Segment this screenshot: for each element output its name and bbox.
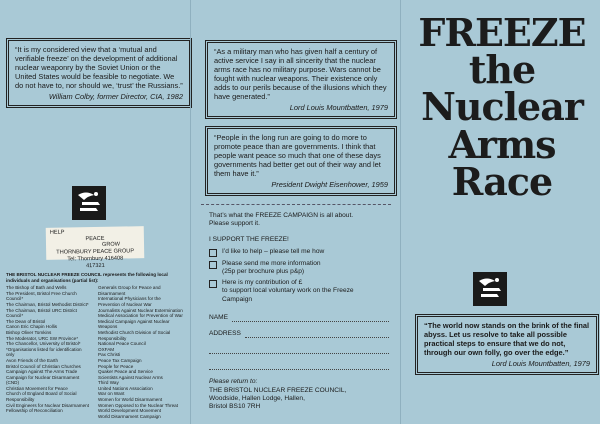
council-member: Bishop Oliver Tomkins (6, 329, 52, 335)
council-member: Scientists Against Nuclear Arms (98, 374, 163, 380)
council-member: *Organisations listed for identification (6, 346, 82, 352)
thornbury-sticker (46, 226, 145, 269)
sticker-line: Tel: Thornbury 416408 (67, 255, 124, 263)
return-label: Please return to: (209, 378, 258, 386)
council-member: (CND) (6, 380, 20, 386)
council-member: Civil Engineers for Nuclear Disarmament (6, 402, 89, 408)
title-line: Nuclear (421, 84, 583, 130)
title-line: Arms (448, 121, 556, 167)
council-member: Pax Christi (98, 352, 121, 358)
council-member: The President, Bristol Free Church (6, 290, 77, 296)
mountbatten-quote-box (205, 40, 397, 119)
main-title (409, 10, 595, 204)
quote-text: “The world now stands on the brink of the final abyss. Let us resolve to take all possible practical steps to ensure that we do not, through our own folly, go over the edge.” (424, 321, 590, 358)
left-panel (0, 0, 190, 424)
quote-text: “People in the long run are going to do more to promote peace than are governments. I think that people want peace so much that one of these days governments had better get out of their way and let them have it.” (214, 133, 381, 179)
council-member: Christian Movement for Peace (6, 385, 68, 391)
council-member: War on Want (98, 391, 125, 397)
council-member: Disarmament (98, 290, 126, 296)
name-input-line[interactable] (232, 314, 389, 322)
option-label: Please send me more information (222, 259, 321, 267)
council-member: World Development Movement (98, 408, 161, 414)
quote-attribution: Lord Louis Mountbatten, 1979 (491, 359, 590, 369)
council-member: The Bishop of Bath and Wells (6, 285, 67, 291)
option-label: Here is my contribution of £ (222, 279, 303, 287)
quote-text: “It is my considered view that a ‘mutual and verifiable freeze’ on the development of additional nuclear weaponry by the Soviet Union or the United States would be feasible to negotiate. We do not have to, nor should we, ‘trust’ the Russians.” (15, 45, 183, 91)
council-member: Weapons (98, 324, 118, 330)
council-member: Generals Group for Peace and (98, 285, 161, 291)
address-extra-line[interactable] (209, 346, 389, 354)
council-member: Methodist Church Division of Social (98, 329, 171, 335)
form-heading: I SUPPORT THE FREEZE! (209, 236, 289, 244)
council-member: Peace Tax Campaign (98, 357, 142, 363)
council-member: Medical Association for Prevention of War (98, 313, 183, 319)
address-extra-line[interactable] (209, 362, 389, 370)
title-line: the (468, 47, 536, 93)
name-field[interactable] (209, 314, 389, 322)
address-input-line[interactable] (209, 346, 389, 354)
help-checkbox[interactable] (209, 249, 217, 257)
council-member: People for Peace (98, 363, 134, 369)
option-label: (25p per brochure plus p&p) (222, 267, 305, 275)
sticker-line: PEACE (85, 235, 105, 242)
address-label: ADDRESS (209, 330, 241, 338)
council-member: The Dean of Bristol (6, 318, 46, 324)
council-member: Avon Friends of the Earth (6, 357, 59, 363)
sticker-line: THORNBURY PEACE GROUP (56, 248, 135, 256)
support-form (209, 212, 389, 411)
middle-panel (190, 0, 401, 424)
form-intro: That’s what the FREEZE CAMPAIGN is all about. (209, 212, 354, 219)
address-field[interactable] (209, 330, 389, 338)
council-member: Church of England Board of Social (6, 391, 77, 397)
option-contribution[interactable] (209, 279, 389, 304)
option-help[interactable] (209, 248, 389, 257)
council-member: Campaign for Nuclear Disarmament (6, 374, 80, 380)
option-information[interactable] (209, 260, 389, 276)
sticker-line: GROW (101, 241, 121, 249)
sticker-line: HELP (49, 229, 65, 236)
council-member: Council* (6, 313, 24, 319)
council-member: Women for World Disarmament (98, 397, 163, 403)
right-panel (400, 0, 600, 424)
address-input-line[interactable] (209, 362, 389, 370)
information-checkbox[interactable] (209, 261, 217, 269)
council-member: only (6, 352, 15, 358)
council-member: The Chancellor, University of Bristol* (6, 341, 81, 347)
council-member: Canon Eric Chapin Hollis (6, 324, 58, 330)
council-member: Prevention of Nuclear War (98, 301, 152, 307)
council-member: The Chairman, Bristol URC District (6, 307, 77, 313)
council-member: Bristol Council of Christian Churches (6, 363, 81, 369)
council-member: The Chairman, Bristol Methodist District* (6, 301, 89, 307)
dove-hands-logo-icon (473, 272, 507, 306)
council-member: International Physicians for the (98, 296, 161, 302)
council-member: Third Way (98, 380, 119, 386)
contribution-checkbox[interactable] (209, 280, 217, 288)
eisenhower-quote-box (205, 126, 397, 196)
quote-attribution: William Colby, former Director, CIA, 1982 (48, 92, 183, 102)
council-member: Fellowship of Reconciliation (6, 408, 63, 414)
council-member: National Peace Council (98, 341, 146, 347)
council-member: Responsibility (98, 335, 127, 341)
cut-line (201, 204, 391, 205)
council-member: Women Opposed to the Nuclear Threat (98, 402, 179, 408)
option-label: to support local voluntary work on the Freeze (222, 287, 354, 295)
sticker-line: 417321 (85, 262, 105, 269)
address-input-line[interactable] (245, 330, 389, 338)
council-member: Responsibility (6, 397, 35, 403)
form-intro: Please support it. (209, 220, 260, 228)
council-member: Campaign Against The Arms Trade (6, 369, 78, 375)
council-members (6, 272, 186, 419)
dove-hands-logo-icon (72, 186, 106, 220)
council-member: OXFAM (98, 346, 115, 352)
return-address: THE BRISTOL NUCLEAR FREEZE COUNCIL, (209, 386, 347, 394)
return-address: Bristol BS10 7RH (209, 403, 261, 411)
council-member: Journalists Against Nuclear Extermination (98, 307, 183, 313)
council-header: THE BRISTOL NUCLEAR FREEZE COUNCIL represents the following local individuals and organisations (partial list): (6, 272, 168, 283)
name-label: NAME (209, 313, 229, 321)
council-column-right (98, 285, 186, 419)
title-line: FREEZE (418, 10, 586, 55)
option-label: I’d like to help – please tell me how (222, 247, 325, 255)
quote-attribution: President Dwight Eisenhower, 1959 (271, 180, 388, 190)
council-member: The Moderator, URC SW Province* (6, 335, 78, 341)
council-member: United Nations Association (98, 385, 153, 391)
council-column-left (6, 285, 94, 419)
council-member: World Disarmament Campaign (98, 413, 161, 419)
colby-quote-box (6, 38, 192, 108)
title-line: Race (451, 158, 553, 204)
council-member: Medical Campaign Against Nuclear (98, 318, 170, 324)
quote-text: “As a military man who has given half a century of active service I say in all sincerity that the nuclear arms race has no military purpose. Wars cannot be fought with nuclear weapons. Their existence only adds to our perils because of the illusions which they have generated.” (214, 47, 387, 102)
quote-attribution: Lord Louis Mountbatten, 1979 (289, 103, 388, 113)
mountbatten-abyss-quote-box (415, 314, 599, 375)
option-label: Campaign (222, 295, 253, 303)
council-member: Council* (6, 296, 24, 302)
return-address: Woodside, Hallen Lodge, Hallen, (209, 394, 305, 402)
council-member: Quaker Peace and Service (98, 369, 153, 375)
